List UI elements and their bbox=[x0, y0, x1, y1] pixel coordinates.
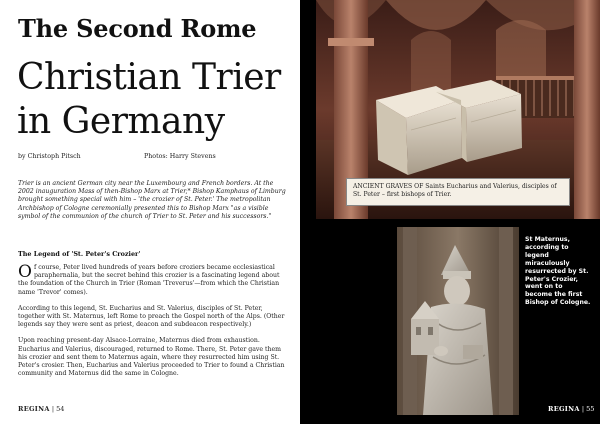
author-byline: by Christoph Pitsch bbox=[18, 153, 81, 160]
article-kicker: The Second Rome bbox=[18, 14, 257, 43]
statue-caption: St Maternus, according to legend miraculously resurrected by St. Peter's Crozier, went on to become the first Bishop of Cologne. bbox=[525, 236, 591, 307]
page-folio-left bbox=[18, 405, 64, 413]
drop-cap: O bbox=[18, 262, 32, 282]
body-paragraph-1-text: f course, Peter lived hundreds of years before croziers became ecclesiastical paraphernalia, but the secret behind this crozier is a fascinating legend about the foundation of the Church in Trier (Roman 'Treverus'—from which the Christian name 'Trevor' comes). bbox=[18, 264, 280, 296]
folio-page-number: 55 bbox=[586, 405, 595, 413]
st-maternus-statue-photo bbox=[397, 227, 519, 415]
body-paragraph-2: According to this legend, St. Eucharius and St. Valerius, disciples of St. Peter, together with St. Maternus, left Rome to preach the Gospel north of the Alps. (Other legends say they were sent as priest, deacon and subdeacon respectively.) bbox=[18, 304, 285, 329]
crypt-photo-caption: ANCIENT GRAVES OF Saints Eucharius and Valerius, disciples of St. Peter – first bishops of Trier. bbox=[346, 178, 570, 206]
article-headline: Christian Trier in Germany bbox=[17, 57, 281, 142]
section-heading: The Legend of 'St. Peter's Crozier' bbox=[18, 250, 141, 258]
page-folio-right bbox=[548, 405, 594, 413]
intro-paragraph: Trier is an ancient German city near the Luxembourg and French borders. At the 2002 inauguration Mass of then-Bishop Marx at Trier,* Bishop Kamphaus of Limburg brought something special with him – 'the crozier of St. Peter.' The metropolitan Archbishop of Cologne ceremonially presented this to Bishop Marx "as a visible symbol of the communion of the church of Trier to St. Peter and his successors." bbox=[18, 180, 286, 220]
folio-magazine-name: REGINA bbox=[548, 405, 580, 413]
folio-magazine-name: REGINA bbox=[18, 405, 50, 413]
article-body bbox=[18, 264, 290, 386]
folio-separator: | bbox=[581, 405, 585, 413]
folio-page-number: 54 bbox=[56, 405, 65, 413]
photo-credit: Photos: Harry Stevens bbox=[144, 153, 216, 160]
folio-separator: | bbox=[51, 405, 55, 413]
body-paragraph-3: Upon reaching present-day Alsace-Lorraine, Maternus died from exhaustion. Eucharius and Valerius, discouraged, returned to Rome. There, St. Peter gave them his crozier and sent them to Maternus again, where they resurrected him using St. Peter's crosier. Then, Eucharius and Valerius proceeded to Trier to found a Christian community and Maternus did the same in Cologne. bbox=[18, 337, 285, 378]
body-paragraph-1 bbox=[18, 264, 290, 297]
